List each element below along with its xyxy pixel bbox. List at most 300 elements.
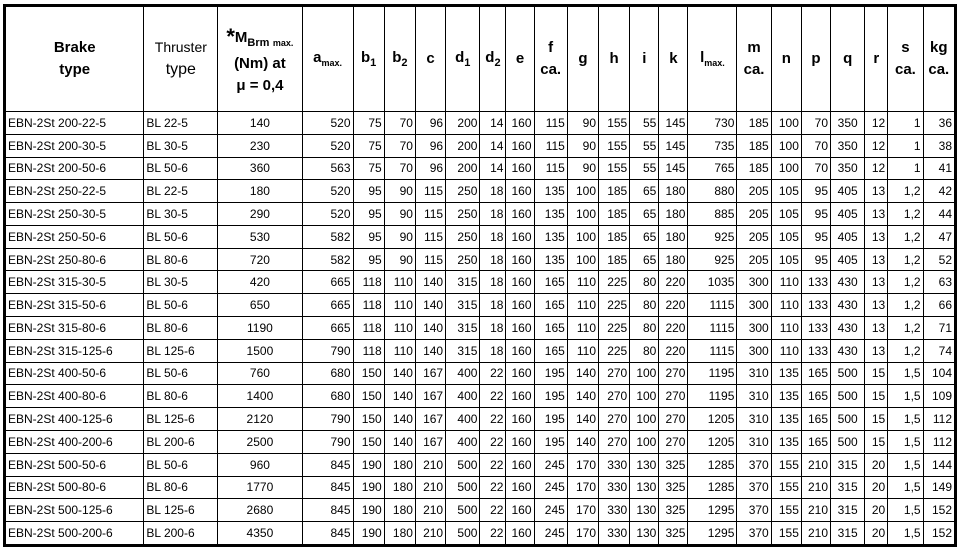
header-b2-sub: 2 xyxy=(401,56,408,69)
table-cell: 370 xyxy=(737,499,771,522)
table-cell: 430 xyxy=(831,317,865,340)
table-cell: 140 xyxy=(567,385,598,408)
table-cell: 95 xyxy=(353,225,384,248)
table-cell: 1205 xyxy=(688,408,737,431)
table-cell: 22 xyxy=(480,362,506,385)
table-cell: 109 xyxy=(923,385,954,408)
header-thruster-type-line1: Thruster xyxy=(154,39,207,56)
table-cell: BL 50-6 xyxy=(144,294,218,317)
table-cell: 250 xyxy=(446,248,480,271)
table-cell: 70 xyxy=(384,134,415,157)
table-cell: 315 xyxy=(446,339,480,362)
table-cell: 760 xyxy=(218,362,302,385)
header-s-line2: ca. xyxy=(894,61,916,78)
table-cell: 315 xyxy=(831,453,865,476)
table-cell: 135 xyxy=(771,385,801,408)
table-cell: 1 xyxy=(888,157,923,180)
table-cell: 75 xyxy=(353,112,384,135)
header-l xyxy=(688,7,737,112)
dimension-table-frame xyxy=(3,4,957,547)
header-h: h xyxy=(599,7,630,112)
table-cell: 180 xyxy=(659,203,688,226)
table-cell: 250 xyxy=(446,180,480,203)
table-cell: 20 xyxy=(865,522,888,545)
table-cell: 104 xyxy=(923,362,954,385)
table-cell: 74 xyxy=(923,339,954,362)
table-cell: 315 xyxy=(446,317,480,340)
table-cell: 135 xyxy=(771,408,801,431)
table-row xyxy=(6,476,955,499)
table-cell: 110 xyxy=(384,294,415,317)
table-cell: BL 50-6 xyxy=(144,157,218,180)
header-n: n xyxy=(771,7,801,112)
table-cell: 110 xyxy=(771,271,801,294)
table-cell: 845 xyxy=(302,476,353,499)
table-cell: 13 xyxy=(865,271,888,294)
table-cell: 330 xyxy=(599,499,630,522)
table-cell: 115 xyxy=(534,112,567,135)
table-cell: 160 xyxy=(506,362,534,385)
table-cell: 140 xyxy=(567,408,598,431)
table-cell: 110 xyxy=(567,339,598,362)
table-cell: 1,5 xyxy=(888,522,923,545)
table-cell: 1,5 xyxy=(888,362,923,385)
table-cell: 270 xyxy=(659,430,688,453)
table-cell: 420 xyxy=(218,271,302,294)
header-e: e xyxy=(506,7,534,112)
table-cell: 65 xyxy=(630,180,659,203)
table-cell: 210 xyxy=(801,499,830,522)
table-cell: 790 xyxy=(302,339,353,362)
header-f-line1: f xyxy=(548,39,554,57)
table-cell: 133 xyxy=(801,271,830,294)
table-cell: 1295 xyxy=(688,522,737,545)
table-cell: 205 xyxy=(737,225,771,248)
table-cell: 140 xyxy=(218,112,302,135)
table-cell: 160 xyxy=(506,225,534,248)
table-cell: 1,2 xyxy=(888,294,923,317)
table-cell: 22 xyxy=(480,408,506,431)
table-cell: BL 50-6 xyxy=(144,453,218,476)
table-cell: 13 xyxy=(865,203,888,226)
table-cell: 180 xyxy=(659,248,688,271)
table-row xyxy=(6,225,955,248)
table-row xyxy=(6,157,955,180)
table-cell: 15 xyxy=(865,385,888,408)
header-moment-m: M xyxy=(234,29,248,47)
table-cell: 315 xyxy=(446,271,480,294)
table-cell: 14 xyxy=(480,157,506,180)
header-d2-sub: 2 xyxy=(494,56,501,69)
header-moment-unit: (Nm) at xyxy=(234,55,286,73)
table-cell: 118 xyxy=(353,294,384,317)
table-cell: 160 xyxy=(506,248,534,271)
table-cell: 110 xyxy=(771,339,801,362)
table-cell: 140 xyxy=(384,385,415,408)
table-cell: 290 xyxy=(218,203,302,226)
table-cell: 325 xyxy=(659,522,688,545)
table-cell: 220 xyxy=(659,339,688,362)
table-cell: BL 30-5 xyxy=(144,134,218,157)
table-cell: 13 xyxy=(865,180,888,203)
header-g: g xyxy=(567,7,598,112)
header-d1-main: d xyxy=(455,48,465,66)
table-cell: 22 xyxy=(480,476,506,499)
table-cell: EBN-2St 200-22-5 xyxy=(6,112,144,135)
table-cell: 845 xyxy=(302,453,353,476)
table-cell: 1 xyxy=(888,112,923,135)
table-cell: 18 xyxy=(480,271,506,294)
table-cell: 65 xyxy=(630,248,659,271)
table-cell: 135 xyxy=(771,362,801,385)
table-cell: 180 xyxy=(218,180,302,203)
table-cell: 520 xyxy=(302,134,353,157)
table-cell: BL 80-6 xyxy=(144,317,218,340)
table-cell: 18 xyxy=(480,180,506,203)
table-cell: 100 xyxy=(630,408,659,431)
table-cell: 790 xyxy=(302,430,353,453)
table-cell: 210 xyxy=(415,499,445,522)
table-cell: 315 xyxy=(831,522,865,545)
table-row xyxy=(6,271,955,294)
table-cell: 165 xyxy=(534,294,567,317)
table-cell: 160 xyxy=(506,408,534,431)
table-cell: 325 xyxy=(659,476,688,499)
header-s xyxy=(888,7,923,112)
header-b1-main: b xyxy=(360,48,371,66)
header-kg xyxy=(923,7,954,112)
table-cell: 1,2 xyxy=(888,248,923,271)
table-cell: 135 xyxy=(534,203,567,226)
table-cell: 90 xyxy=(384,203,415,226)
table-cell: 90 xyxy=(567,157,598,180)
table-cell: 200 xyxy=(446,112,480,135)
table-cell: 790 xyxy=(302,408,353,431)
table-cell: 500 xyxy=(831,385,865,408)
table-cell: 96 xyxy=(415,134,445,157)
table-cell: 250 xyxy=(446,225,480,248)
table-cell: 160 xyxy=(506,112,534,135)
table-cell: 110 xyxy=(384,271,415,294)
header-p: p xyxy=(801,7,830,112)
table-cell: 180 xyxy=(384,522,415,545)
table-cell: 22 xyxy=(480,430,506,453)
table-cell: 300 xyxy=(737,317,771,340)
header-d1 xyxy=(446,7,480,112)
table-cell: 1770 xyxy=(218,476,302,499)
table-cell: 230 xyxy=(218,134,302,157)
table-cell: 44 xyxy=(923,203,954,226)
table-cell: 880 xyxy=(688,180,737,203)
table-cell: 720 xyxy=(218,248,302,271)
table-cell: 160 xyxy=(506,294,534,317)
table-cell: 155 xyxy=(599,112,630,135)
table-cell: 160 xyxy=(506,453,534,476)
header-f-line2: ca. xyxy=(540,61,562,78)
table-cell: 270 xyxy=(659,385,688,408)
table-cell: 270 xyxy=(599,362,630,385)
table-cell: 155 xyxy=(771,476,801,499)
table-cell: 13 xyxy=(865,317,888,340)
table-cell: 330 xyxy=(599,453,630,476)
table-cell: 152 xyxy=(923,499,954,522)
table-cell: 100 xyxy=(771,157,801,180)
table-cell: 160 xyxy=(506,476,534,499)
table-cell: 1,5 xyxy=(888,430,923,453)
table-cell: 150 xyxy=(353,385,384,408)
table-cell: 1,5 xyxy=(888,408,923,431)
table-cell: 300 xyxy=(737,271,771,294)
table-cell: 80 xyxy=(630,317,659,340)
table-cell: 167 xyxy=(415,430,445,453)
table-cell: 145 xyxy=(659,134,688,157)
header-k: k xyxy=(659,7,688,112)
table-cell: 140 xyxy=(384,430,415,453)
table-cell: 245 xyxy=(534,453,567,476)
table-cell: 118 xyxy=(353,317,384,340)
table-cell: EBN-2St 200-50-6 xyxy=(6,157,144,180)
table-cell: 42 xyxy=(923,180,954,203)
table-cell: 665 xyxy=(302,317,353,340)
header-b1-sub: 1 xyxy=(370,56,377,69)
table-cell: 330 xyxy=(599,522,630,545)
table-cell: 1205 xyxy=(688,430,737,453)
table-cell: 18 xyxy=(480,294,506,317)
table-cell: EBN-2St 250-22-5 xyxy=(6,180,144,203)
table-cell: 167 xyxy=(415,385,445,408)
table-cell: 160 xyxy=(506,180,534,203)
table-cell: 160 xyxy=(506,157,534,180)
table-cell: 185 xyxy=(599,203,630,226)
table-cell: 185 xyxy=(737,134,771,157)
table-cell: 118 xyxy=(353,271,384,294)
table-cell: 1,2 xyxy=(888,180,923,203)
table-row xyxy=(6,522,955,545)
table-cell: 70 xyxy=(801,134,830,157)
header-b2-main: b xyxy=(392,48,402,66)
table-cell: 167 xyxy=(415,362,445,385)
table-cell: BL 22-5 xyxy=(144,112,218,135)
table-cell: 665 xyxy=(302,294,353,317)
table-cell: 1195 xyxy=(688,362,737,385)
table-cell: 245 xyxy=(534,476,567,499)
table-cell: 90 xyxy=(384,225,415,248)
table-cell: BL 50-6 xyxy=(144,225,218,248)
table-cell: 118 xyxy=(353,339,384,362)
table-cell: 180 xyxy=(384,453,415,476)
table-cell: 22 xyxy=(480,385,506,408)
table-cell: 2500 xyxy=(218,430,302,453)
table-cell: BL 80-6 xyxy=(144,476,218,499)
header-m-line1: m xyxy=(747,39,761,57)
table-row xyxy=(6,203,955,226)
table-cell: 430 xyxy=(831,339,865,362)
table-cell: 300 xyxy=(737,294,771,317)
table-row xyxy=(6,453,955,476)
table-cell: 220 xyxy=(659,294,688,317)
header-brake-type-line1: Brake xyxy=(53,39,96,57)
table-cell: 405 xyxy=(831,248,865,271)
table-cell: 70 xyxy=(384,157,415,180)
table-cell: BL 200-6 xyxy=(144,522,218,545)
table-cell: 165 xyxy=(534,339,567,362)
header-thruster-type-line2: type xyxy=(165,60,196,78)
table-cell: 55 xyxy=(630,112,659,135)
table-cell: 500 xyxy=(446,522,480,545)
table-cell: 36 xyxy=(923,112,954,135)
table-cell: 190 xyxy=(353,476,384,499)
table-cell: 15 xyxy=(865,408,888,431)
table-cell: 185 xyxy=(599,180,630,203)
table-cell: 210 xyxy=(801,522,830,545)
table-cell: 105 xyxy=(771,248,801,271)
table-cell: 405 xyxy=(831,203,865,226)
table-cell: 145 xyxy=(659,157,688,180)
table-row xyxy=(6,339,955,362)
table-cell: 110 xyxy=(567,317,598,340)
table-cell: 135 xyxy=(534,180,567,203)
table-cell: 1,5 xyxy=(888,453,923,476)
table-cell: 925 xyxy=(688,248,737,271)
table-cell: 65 xyxy=(630,203,659,226)
table-cell: 160 xyxy=(506,203,534,226)
table-cell: 195 xyxy=(534,362,567,385)
table-cell: 350 xyxy=(831,112,865,135)
table-cell: 160 xyxy=(506,271,534,294)
table-cell: 1,5 xyxy=(888,385,923,408)
table-cell: 110 xyxy=(384,339,415,362)
table-cell: 195 xyxy=(534,408,567,431)
table-cell: 400 xyxy=(446,408,480,431)
table-cell: BL 80-6 xyxy=(144,385,218,408)
header-kg-line2: ca. xyxy=(928,61,950,78)
table-cell: 13 xyxy=(865,339,888,362)
table-cell: 20 xyxy=(865,499,888,522)
brake-dimension-table xyxy=(5,6,955,545)
table-cell: 12 xyxy=(865,112,888,135)
header-c: c xyxy=(415,7,445,112)
table-cell: 38 xyxy=(923,134,954,157)
table-cell: 95 xyxy=(801,225,830,248)
table-cell: 1,2 xyxy=(888,339,923,362)
table-row xyxy=(6,408,955,431)
table-cell: 430 xyxy=(831,294,865,317)
table-cell: EBN-2St 400-80-6 xyxy=(6,385,144,408)
header-row xyxy=(6,7,955,112)
table-cell: 22 xyxy=(480,453,506,476)
table-cell: 500 xyxy=(831,362,865,385)
table-cell: EBN-2St 400-200-6 xyxy=(6,430,144,453)
table-cell: BL 125-6 xyxy=(144,499,218,522)
header-brake-type xyxy=(6,7,144,112)
table-cell: 22 xyxy=(480,499,506,522)
table-cell: 160 xyxy=(506,499,534,522)
table-cell: 180 xyxy=(384,499,415,522)
table-cell: 115 xyxy=(415,248,445,271)
table-cell: 95 xyxy=(353,180,384,203)
table-cell: 155 xyxy=(599,157,630,180)
table-cell: 563 xyxy=(302,157,353,180)
table-body xyxy=(6,112,955,545)
table-cell: 145 xyxy=(659,112,688,135)
table-cell: EBN-2St 250-30-5 xyxy=(6,203,144,226)
header-d1-sub: 1 xyxy=(464,56,471,69)
table-cell: 1 xyxy=(888,134,923,157)
table-cell: 200 xyxy=(446,157,480,180)
table-cell: 100 xyxy=(567,180,598,203)
table-cell: 310 xyxy=(737,362,771,385)
header-a-sub: max. xyxy=(321,58,342,69)
table-cell: 135 xyxy=(534,248,567,271)
table-cell: 165 xyxy=(534,317,567,340)
table-cell: 500 xyxy=(831,430,865,453)
table-cell: 370 xyxy=(737,453,771,476)
header-brake-type-line2: type xyxy=(59,61,91,78)
table-cell: 210 xyxy=(801,453,830,476)
table-cell: 41 xyxy=(923,157,954,180)
table-cell: 14 xyxy=(480,112,506,135)
header-i: i xyxy=(630,7,659,112)
table-row xyxy=(6,362,955,385)
header-f xyxy=(534,7,567,112)
table-cell: 47 xyxy=(923,225,954,248)
table-cell: 140 xyxy=(567,430,598,453)
table-cell: 20 xyxy=(865,453,888,476)
table-cell: 210 xyxy=(415,522,445,545)
table-cell: 52 xyxy=(923,248,954,271)
table-cell: 90 xyxy=(567,134,598,157)
table-cell: 1115 xyxy=(688,317,737,340)
table-cell: 1190 xyxy=(218,317,302,340)
table-cell: 500 xyxy=(831,408,865,431)
table-row xyxy=(6,430,955,453)
table-cell: EBN-2St 315-30-5 xyxy=(6,271,144,294)
table-cell: 71 xyxy=(923,317,954,340)
table-cell: 210 xyxy=(415,453,445,476)
table-cell: 4350 xyxy=(218,522,302,545)
table-row xyxy=(6,112,955,135)
table-cell: 13 xyxy=(865,225,888,248)
table-cell: 170 xyxy=(567,499,598,522)
table-cell: EBN-2St 500-50-6 xyxy=(6,453,144,476)
header-a-main: a xyxy=(313,49,322,67)
table-row xyxy=(6,499,955,522)
table-cell: 195 xyxy=(534,430,567,453)
table-cell: 12 xyxy=(865,134,888,157)
table-cell: 225 xyxy=(599,294,630,317)
table-cell: 160 xyxy=(506,317,534,340)
table-cell: 310 xyxy=(737,385,771,408)
table-cell: 350 xyxy=(831,157,865,180)
table-cell: EBN-2St 315-80-6 xyxy=(6,317,144,340)
table-cell: EBN-2St 315-125-6 xyxy=(6,339,144,362)
table-cell: 370 xyxy=(737,476,771,499)
table-cell: 100 xyxy=(771,112,801,135)
table-cell: 155 xyxy=(771,453,801,476)
table-cell: 105 xyxy=(771,180,801,203)
table-cell: 133 xyxy=(801,339,830,362)
table-cell: 400 xyxy=(446,362,480,385)
table-cell: 925 xyxy=(688,225,737,248)
table-cell: EBN-2St 500-80-6 xyxy=(6,476,144,499)
table-cell: 200 xyxy=(446,134,480,157)
table-cell: 405 xyxy=(831,180,865,203)
table-cell: 582 xyxy=(302,248,353,271)
table-cell: 1,5 xyxy=(888,499,923,522)
table-cell: 245 xyxy=(534,499,567,522)
table-cell: 1295 xyxy=(688,499,737,522)
table-cell: 1285 xyxy=(688,476,737,499)
